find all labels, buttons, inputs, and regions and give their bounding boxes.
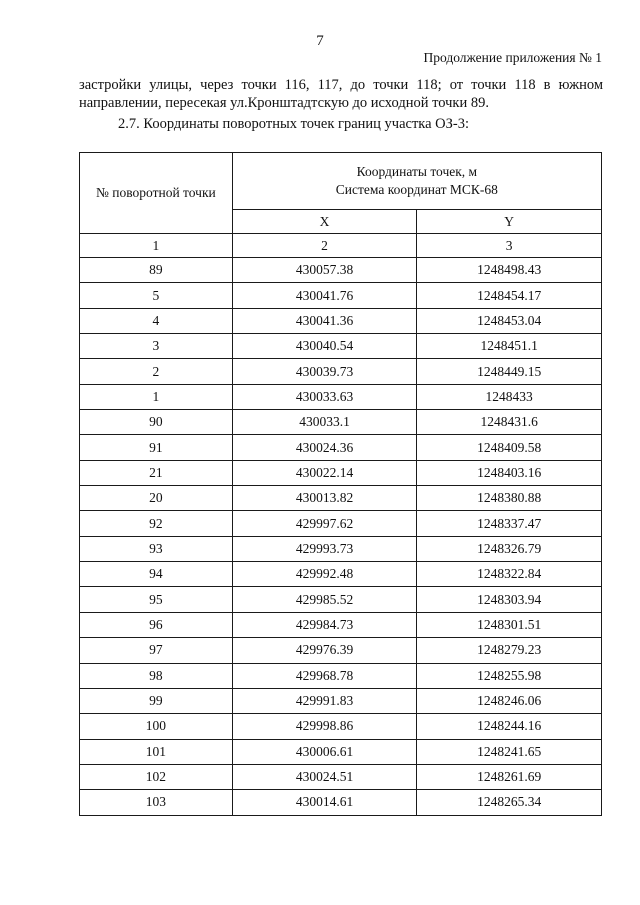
x-coordinate-cell: 429985.52 [232,587,417,612]
intro-paragraph-line-2: направлении, пересекая ул.Кронштадтскую до исходной точки 89. [79,95,489,111]
point-number-cell: 102 [80,764,233,789]
table-row [80,536,602,561]
appendix-continuation-note: Продолжение приложения № 1 [423,50,602,65]
y-coordinate-cell: 1248255.98 [417,663,602,688]
point-number-cell: 21 [80,460,233,485]
table-row [80,486,602,511]
x-coordinate-cell: 429976.39 [232,638,417,663]
point-number-cell: 95 [80,587,233,612]
table-row [80,308,602,333]
point-number-cell: 98 [80,663,233,688]
table-row [80,663,602,688]
table-row [80,688,602,713]
y-coordinate-cell: 1248453.04 [417,308,602,333]
x-coordinate-cell: 430024.36 [232,435,417,460]
coordinates-table-body [80,258,602,816]
table-row [80,334,602,359]
header-coordinates-line-2: Система координат МСК-68 [335,182,498,197]
intro-paragraph [79,76,603,112]
x-coordinate-cell: 430033.63 [232,384,417,409]
table-row [80,359,602,384]
x-coordinate-cell: 430013.82 [232,486,417,511]
y-coordinate-cell: 1248326.79 [417,536,602,561]
point-number-cell: 89 [80,258,233,283]
x-coordinate-cell: 430040.54 [232,334,417,359]
point-number-cell: 5 [80,283,233,308]
point-number-cell: 2 [80,359,233,384]
point-number-cell: 94 [80,562,233,587]
header-point-number: № поворотной точки [80,153,233,234]
y-coordinate-cell: 1248241.65 [417,739,602,764]
header-coordinates [232,153,601,210]
table-row [80,714,602,739]
x-coordinate-cell: 430024.51 [232,764,417,789]
point-number-cell: 1 [80,384,233,409]
column-number-3: 3 [417,234,602,258]
point-number-cell: 20 [80,486,233,511]
y-coordinate-cell: 1248337.47 [417,511,602,536]
table-row [80,384,602,409]
y-coordinate-cell: 1248322.84 [417,562,602,587]
x-coordinate-cell: 430022.14 [232,460,417,485]
y-coordinate-cell: 1248246.06 [417,688,602,713]
table-row [80,790,602,815]
x-coordinate-cell: 429997.62 [232,511,417,536]
table-row [80,587,602,612]
x-coordinate-cell: 430041.36 [232,308,417,333]
intro-paragraph-line-1: застройки улицы, через точки 116, 117, до точки 118; от точки 118 в южном [79,77,603,93]
page-number: 7 [316,33,324,49]
table-row [80,435,602,460]
x-coordinate-cell: 430041.76 [232,283,417,308]
table-row [80,562,602,587]
table-row [80,739,602,764]
coordinates-table [79,152,602,816]
point-number-cell: 103 [80,790,233,815]
table-row [80,410,602,435]
point-number-cell: 90 [80,410,233,435]
x-coordinate-cell: 429991.83 [232,688,417,713]
point-number-cell: 99 [80,688,233,713]
header-x: X [232,210,417,234]
y-coordinate-cell: 1248301.51 [417,612,602,637]
y-coordinate-cell: 1248380.88 [417,486,602,511]
y-coordinate-cell: 1248454.17 [417,283,602,308]
header-y: Y [417,210,602,234]
point-number-cell: 97 [80,638,233,663]
y-coordinate-cell: 1248431.6 [417,410,602,435]
table-row [80,764,602,789]
column-number-2: 2 [232,234,417,258]
x-coordinate-cell: 429993.73 [232,536,417,561]
table-row [80,283,602,308]
y-coordinate-cell: 1248244.16 [417,714,602,739]
section-heading: 2.7. Координаты поворотных точек границ участка ОЗ-3: [118,116,470,132]
table-row [80,258,602,283]
table-row [80,460,602,485]
point-number-cell: 4 [80,308,233,333]
point-number-cell: 100 [80,714,233,739]
x-coordinate-cell: 429968.78 [232,663,417,688]
y-coordinate-cell: 1248279.23 [417,638,602,663]
column-number-1: 1 [80,234,233,258]
y-coordinate-cell: 1248261.69 [417,764,602,789]
y-coordinate-cell: 1248409.58 [417,435,602,460]
point-number-cell: 92 [80,511,233,536]
y-coordinate-cell: 1248265.34 [417,790,602,815]
y-coordinate-cell: 1248403.16 [417,460,602,485]
table-row [80,638,602,663]
point-number-cell: 3 [80,334,233,359]
y-coordinate-cell: 1248303.94 [417,587,602,612]
y-coordinate-cell: 1248449.15 [417,359,602,384]
point-number-cell: 96 [80,612,233,637]
y-coordinate-cell: 1248451.1 [417,334,602,359]
x-coordinate-cell: 430033.1 [232,410,417,435]
x-coordinate-cell: 429984.73 [232,612,417,637]
y-coordinate-cell: 1248498.43 [417,258,602,283]
x-coordinate-cell: 430039.73 [232,359,417,384]
point-number-cell: 93 [80,536,233,561]
point-number-cell: 101 [80,739,233,764]
point-number-cell: 91 [80,435,233,460]
x-coordinate-cell: 430014.61 [232,790,417,815]
x-coordinate-cell: 429998.86 [232,714,417,739]
x-coordinate-cell: 429992.48 [232,562,417,587]
x-coordinate-cell: 430057.38 [232,258,417,283]
y-coordinate-cell: 1248433 [417,384,602,409]
x-coordinate-cell: 430006.61 [232,739,417,764]
header-coordinates-line-1: Координаты точек, м [356,164,478,179]
table-row [80,511,602,536]
table-row [80,612,602,637]
